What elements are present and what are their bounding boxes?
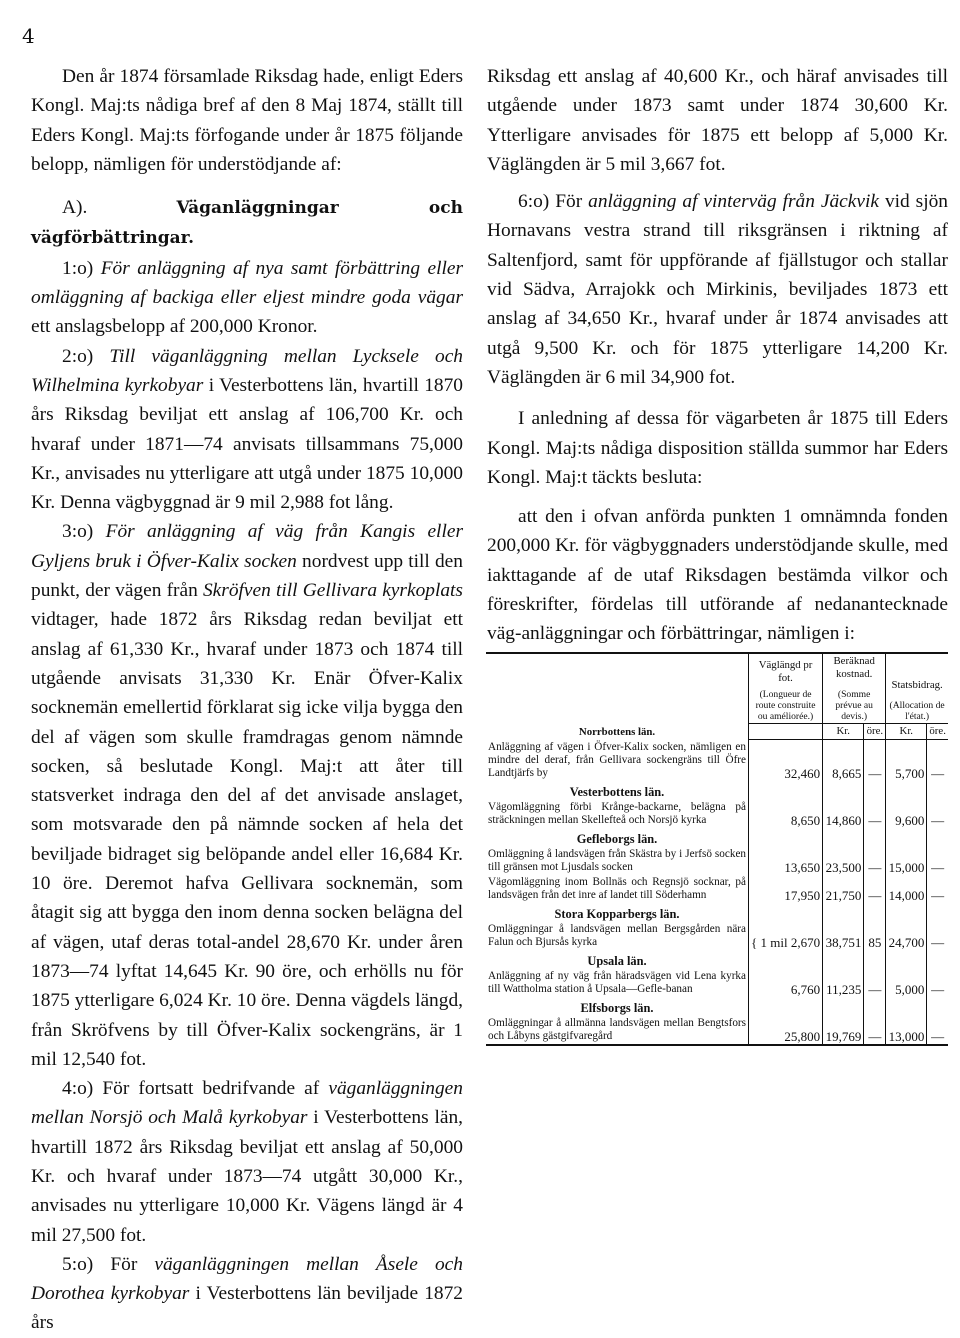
item-number: 2:o): [62, 345, 94, 367]
item-title: väganläggningen mellan Norsjö och Malå kyrkobyar: [31, 1078, 463, 1129]
grant-unit-kr: Kr.: [886, 724, 927, 740]
row-cost-kr: 14,860: [823, 800, 864, 828]
grant-header-french: (Allocation de l'état.): [889, 700, 945, 722]
empty-cell: [886, 997, 927, 1016]
empty-cell: [864, 828, 886, 847]
table-row: [486, 969, 948, 997]
row-length: 8,650: [749, 800, 823, 828]
row-cost-kr: 19,769: [823, 1016, 864, 1045]
item-number: 4:o): [62, 1078, 94, 1100]
table-row: [486, 922, 948, 950]
length-unit: [749, 724, 823, 740]
row-grant-ore: —: [927, 740, 948, 781]
length-header-french: (Longueur de route construite ou améliorée.): [755, 689, 816, 722]
row-description: Omläggningar å allmänna landsvägen mellan Bengtsfors och Låbyns gästgifvaregård: [488, 1016, 746, 1042]
row-length: { 1 mil 2,670: [749, 922, 823, 950]
item-text: i Vesterbottens län beviljade 1872 års: [31, 1283, 463, 1334]
cost-unit-kr: Kr.: [823, 724, 864, 740]
cost-header-french: (Somme prévue au devis.): [835, 689, 873, 722]
item-title: väganläggningen mellan Åsele och Dorothea kyrkobyar: [31, 1253, 463, 1305]
paragraph-item-1: [31, 254, 463, 342]
item-text: ett anslagsbelopp af 200,000 Kronor.: [31, 316, 318, 338]
allocation-table: [486, 652, 948, 1046]
item-text: För fortsatt bedrifvande af: [102, 1078, 320, 1100]
section-heading: [31, 193, 463, 254]
empty-cell: [823, 781, 864, 800]
row-cost-ore: 85: [864, 922, 886, 950]
row-description: Anläggning af ny väg från häradsvägen vid Lena kyrka till Wattholma station å Upsala—Gefle-banan: [488, 969, 746, 995]
cost-header-label: Beräknad kostnad.: [833, 655, 875, 680]
empty-cell: [886, 781, 927, 800]
paragraph-item-6: [487, 187, 948, 392]
paragraph-resolution: att den i ofvan anförda punkten 1 omnämnda fonden 200,000 Kr. för vägbyggnaders understödjande skulle, med iakttagande af de utaf Riksdagen bestämda vilkor och föreskrifter, fördelas till utförande af nedanantecknade väg-anläggningar och förbättringar, nämligen i:: [487, 506, 948, 645]
empty-cell: [927, 781, 948, 800]
row-cost-ore: —: [864, 875, 886, 903]
item-number: 1:o): [62, 257, 94, 279]
empty-cell: [927, 950, 948, 969]
row-description: Omläggning å landsvägen från Skästra by i Jerfsö socken till gränsen mot Ljusdals socken: [488, 847, 746, 873]
grant-header: [886, 653, 948, 724]
row-grant-ore: —: [927, 847, 948, 875]
row-length: 17,950: [749, 875, 823, 903]
empty-cell: [749, 903, 823, 922]
empty-cell: [749, 950, 823, 969]
left-column: [31, 62, 463, 1338]
row-cost-ore: —: [864, 1016, 886, 1045]
empty-cell: [886, 950, 927, 969]
empty-cell: [823, 997, 864, 1016]
cost-header: [823, 653, 886, 724]
row-grant-ore: —: [927, 1016, 948, 1045]
region-name: Gefleborgs län.: [576, 831, 658, 846]
row-cost-ore: —: [864, 847, 886, 875]
item-number: 6:o): [518, 191, 550, 213]
item-text: För: [555, 191, 583, 213]
table-body: [486, 740, 948, 1045]
row-cost-kr: 23,500: [823, 847, 864, 875]
row-cost-ore: —: [864, 740, 886, 781]
item-text: nordvest upp till den punkt, der vägen från: [31, 550, 463, 602]
region-row: [486, 950, 948, 969]
length-header-label: Väglängd pr fot.: [758, 659, 813, 684]
item-title: anläggning af vinterväg från Jäckvik: [588, 191, 879, 213]
paragraph-decision: I anledning af dessa för vägarbeten år 1875 till Eders Kongl. Maj:ts nådiga disposition ställda summor har Eders Kongl. Maj:t täckts besluta:: [487, 408, 948, 488]
row-description: Vägomläggning förbi Krånge-backarne, belägna på sträckningen mellan Skellefteå och Norsjö kyrka: [488, 800, 746, 826]
row-grant-kr: 13,000: [886, 1016, 927, 1045]
row-length: 25,800: [749, 1016, 823, 1045]
empty-cell: [864, 781, 886, 800]
row-length: 32,460: [749, 740, 823, 781]
table-row: [486, 875, 948, 903]
empty-cell: [927, 828, 948, 847]
empty-cell: [864, 997, 886, 1016]
item-text: För: [110, 1253, 138, 1275]
item-text: vidtager, hade 1872 års Riksdag redan beviljat ett anslag af 61,330 Kr., hvaraf under 1873 och 1874 till utgående anvisats 31,330 Kr. Enär Öfver-Kalix socknemän emellertid förklarat sig icke vilja bygga den del af vägen som skulle framdragas genom nämnde socken, så beslutade Kongl. Maj:t att åter till statsverket indraga den del af det anvisade anslaget, som motsvarade den på nämnde socken af hela det beviljade bidraget sig belöpande andel eller 16,684 Kr. 10 öre. Deremot hafva Gellivara socknemän, som åtagit sig att bygga den inom denna socken belägna del af vägen, utaf deras total-andel 28,670 Kr. under åren 1873—74 lyftat 14,645 Kr. 90 öre, och erhölls nu för 1875 ytterligare 6,024 Kr. 10 öre. Denna vägdels längd, från Skröfvens by till Öfver-Kalix sockengräns, är 1 mil 12,540 fot.: [31, 609, 463, 1070]
paragraph-continuation: Riksdag ett anslag af 40,600 Kr., och häraf anvisades till utgående under 1873 samt under 1874 30,600 Kr. Ytterligare anvisades för 1875 ett belopp af 5,000 Kr. Väglängden är 5 mil 3,667 fot.: [487, 66, 948, 175]
empty-cell: [864, 903, 886, 922]
region-row: [486, 903, 948, 922]
row-grant-ore: —: [927, 875, 948, 903]
row-description: Anläggning af vägen i Öfver-Kalix socken, nämligen en mindre del deraf, från Gellivara sockengräns till Öfre Landtjärfs by: [488, 740, 746, 779]
region-name: Stora Kopparbergs län.: [554, 906, 680, 921]
region-header: Norrbottens län.: [578, 725, 656, 738]
item-number: 3:o): [62, 521, 94, 543]
empty-cell: [749, 781, 823, 800]
row-cost-ore: —: [864, 969, 886, 997]
empty-cell: [749, 828, 823, 847]
row-cost-kr: 21,750: [823, 875, 864, 903]
empty-cell: [823, 950, 864, 969]
item-text: i Vesterbottens län, hvartill 1872 års Riksdag beviljat ett anslag af 50,000 Kr. och hvaraf under 1873—74 utgått 30,000 Kr., anvisades nu ytterligare 10,000 Kr. Vägens längd är 4 mil 27,500 fot.: [31, 1107, 463, 1246]
row-grant-kr: 14,000: [886, 875, 927, 903]
row-grant-ore: —: [927, 800, 948, 828]
item-text: vid sjön Hornavans vestra strand till riksgränsen i riktning af Saltenfjord, samt för uppförande af fjällstugor och stallar vid Sädva, Arrajokk och Mirkinis, beviljades 1873 ett anslag af 34,650 Kr., hvaraf under år 1874 anvisades att utgå 9,500 Kr. och för 1875 ytterligare 14,200 Kr. Väglängden är 6 mil 34,900 fot.: [487, 191, 948, 388]
item-title: För anläggning af väg från Kangis eller Gyljens bruk i Öfver-Kalix socken: [31, 521, 463, 572]
table-row: [486, 800, 948, 828]
section-title: Väganläggningar och vägförbättringar.: [31, 198, 463, 249]
table-row: [486, 847, 948, 875]
paragraph-intro: Den år 1874 församlade Riksdag hade, enligt Eders Kongl. Maj:ts nådiga bref af den 8 Maj 1874, ställt till Eders Kongl. Maj:ts förfogande under år 1875 följande belopp, nämligen för understödjande af:: [31, 66, 463, 175]
region-name: Upsala län.: [587, 953, 647, 968]
row-length: 6,760: [749, 969, 823, 997]
section-label: A).: [62, 197, 88, 219]
row-grant-kr: 5,000: [886, 969, 927, 997]
empty-cell: [886, 828, 927, 847]
length-header: [749, 653, 823, 724]
paragraph-item-2: [31, 342, 463, 518]
right-column: [487, 62, 948, 649]
row-grant-ore: —: [927, 969, 948, 997]
row-cost-ore: —: [864, 800, 886, 828]
row-grant-kr: 9,600: [886, 800, 927, 828]
empty-cell: [749, 997, 823, 1016]
region-name: Elfsborgs län.: [580, 1000, 654, 1015]
row-cost-kr: 38,751: [823, 922, 864, 950]
table-row: [486, 740, 948, 781]
empty-cell: [823, 828, 864, 847]
item-place: Skröfven till Gellivara kyrkoplats: [202, 580, 463, 602]
empty-cell: [823, 903, 864, 922]
item-title: För anläggning af nya samt förbättring eller omläggning af backiga eller eljest mindre goda vägar: [31, 257, 463, 309]
empty-cell: [886, 903, 927, 922]
row-cost-kr: 8,665: [823, 740, 864, 781]
paragraph-item-5: [31, 1250, 463, 1338]
row-description: Vägomläggning inom Bollnäs och Regnsjö socknar, på landsvägen från det inre af landet till Söderhamn: [488, 875, 746, 901]
page-number: 4: [22, 24, 35, 48]
empty-cell: [927, 903, 948, 922]
grant-unit-ore: öre.: [927, 724, 948, 740]
paragraph-item-3: [31, 517, 463, 1074]
region-name: Vesterbottens län.: [569, 784, 665, 799]
row-length: 13,650: [749, 847, 823, 875]
item-text: i Vesterbottens län, hvartill 1870 års Riksdag beviljat ett anslag af 106,700 Kr. och hvaraf under 1871—74 anvisats tillsammans 75,000 Kr., anvisades nu ytterligare att utgå under 1875 10,000 Kr. Denna vägbyggnad är 9 mil 2,988 fot lång.: [31, 374, 463, 514]
row-cost-kr: 11,235: [823, 969, 864, 997]
grant-header-label: Statsbidrag.: [891, 679, 943, 691]
region-row: [486, 997, 948, 1016]
row-grant-ore: —: [927, 922, 948, 950]
paragraph-item-4: [31, 1074, 463, 1250]
cost-unit-ore: öre.: [864, 724, 886, 740]
item-title: Till väganläggning mellan Lycksele och Wilhelmina kyrkobyar: [31, 345, 464, 396]
region-row: [486, 781, 948, 800]
empty-cell: [927, 997, 948, 1016]
row-grant-kr: 5,700: [886, 740, 927, 781]
table-row: [486, 1016, 948, 1045]
empty-cell: [864, 950, 886, 969]
row-grant-kr: 24,700: [886, 922, 927, 950]
row-grant-kr: 15,000: [886, 847, 927, 875]
region-row: [486, 828, 948, 847]
item-number: 5:o): [62, 1253, 94, 1275]
row-description: Omläggningar å landsvägen mellan Bergsgården nära Falun och Bjursås kyrka: [488, 922, 746, 948]
